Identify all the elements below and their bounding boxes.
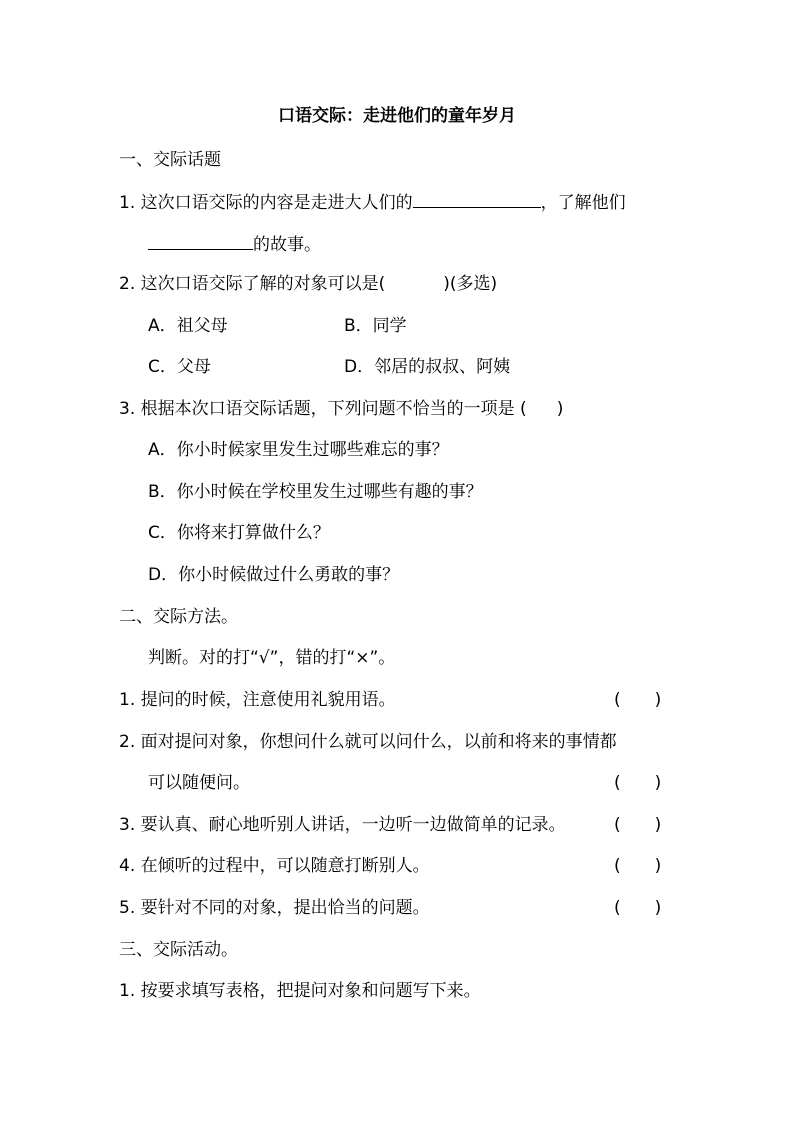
q2-option-b: B．同学 [344, 316, 407, 336]
judge-answer-5[interactable]: ( ) [614, 898, 662, 918]
q3-line [119, 398, 563, 420]
q3-option-c: C．你将来打算做什么？ [148, 523, 330, 543]
q2-text-end: )(多选) [443, 274, 498, 294]
judge-answer-4[interactable]: ( ) [614, 856, 662, 876]
judge-item-3 [119, 814, 566, 836]
section3-q1 [119, 980, 481, 1002]
q2-option-c: C．父母 [148, 357, 211, 377]
judge-item-number: 4. [119, 856, 136, 876]
judge-item-number: 1. [119, 690, 136, 710]
judge-item-text: 要针对不同的对象，提出恰当的问题。 [140, 898, 430, 918]
q3-text-end: ) [556, 399, 564, 419]
judge-item-text: 在倾听的过程中，可以随意打断别人。 [140, 856, 430, 876]
q2-line [119, 273, 497, 295]
section3-heading: 三、交际活动。 [119, 940, 238, 960]
section1-heading: 一、交际话题 [119, 150, 221, 170]
q1-text-mid: ，了解他们 [540, 193, 626, 213]
judge-item-4 [119, 855, 430, 877]
q2-number: 2. [119, 274, 136, 294]
section2-heading: 二、交际方法。 [119, 607, 238, 627]
q2-option-a: A．祖父母 [148, 316, 228, 336]
q3-option-b: B．你小时候在学校里发生过哪些有趣的事？ [148, 482, 483, 502]
q2-text: 这次口语交际了解的对象可以是( [140, 274, 386, 294]
judge-item-text: 提问的时候，注意使用礼貌用语。 [140, 690, 396, 710]
q1-blank-1[interactable] [413, 190, 541, 208]
section3-q1-number: 1. [119, 981, 136, 1001]
judge-item-number: 5. [119, 898, 136, 918]
judge-item-5 [119, 897, 430, 919]
section2-instruction: 判断。对的打“√”，错的打“×”。 [148, 648, 396, 668]
q3-option-d: D．你小时候做过什么勇敢的事？ [148, 565, 400, 585]
q2-option-d: D．邻居的叔叔、阿姨 [344, 357, 511, 377]
judge-answer-3[interactable]: ( ) [614, 815, 662, 835]
judge-answer-1[interactable]: ( ) [614, 690, 662, 710]
section3-q1-text: 按要求填写表格，把提问对象和问题写下来。 [140, 981, 481, 1001]
judge-item-1 [119, 689, 396, 711]
judge-item-2 [119, 731, 617, 753]
judge-item-text: 面对提问对象，你想问什么就可以问什么，以前和将来的事情都 [140, 732, 617, 752]
judge-item-text: 要认真、耐心地听别人讲话，一边听一边做简单的记录。 [140, 815, 566, 835]
judge-item-2-cont: 可以随便问。 [148, 773, 250, 793]
q3-option-a: A．你小时候家里发生过哪些难忘的事？ [148, 440, 449, 460]
judge-item-number: 3. [119, 815, 136, 835]
judge-item-number: 2. [119, 732, 136, 752]
page-title: 口语交际：走进他们的童年岁月 [278, 106, 516, 126]
q1-text-before: 这次口语交际的内容是走进大人们的 [140, 193, 413, 213]
q1-text-after: 的故事。 [253, 235, 321, 255]
q1-line2 [148, 232, 321, 256]
judge-answer-2[interactable]: ( ) [614, 773, 662, 793]
q1-line1 [119, 190, 626, 214]
q1-blank-2[interactable] [148, 232, 253, 250]
q3-number: 3. [119, 399, 136, 419]
q1-number: 1. [119, 193, 136, 213]
q3-text: 根据本次口语交际话题，下列问题不恰当的一项是 ( [140, 399, 527, 419]
